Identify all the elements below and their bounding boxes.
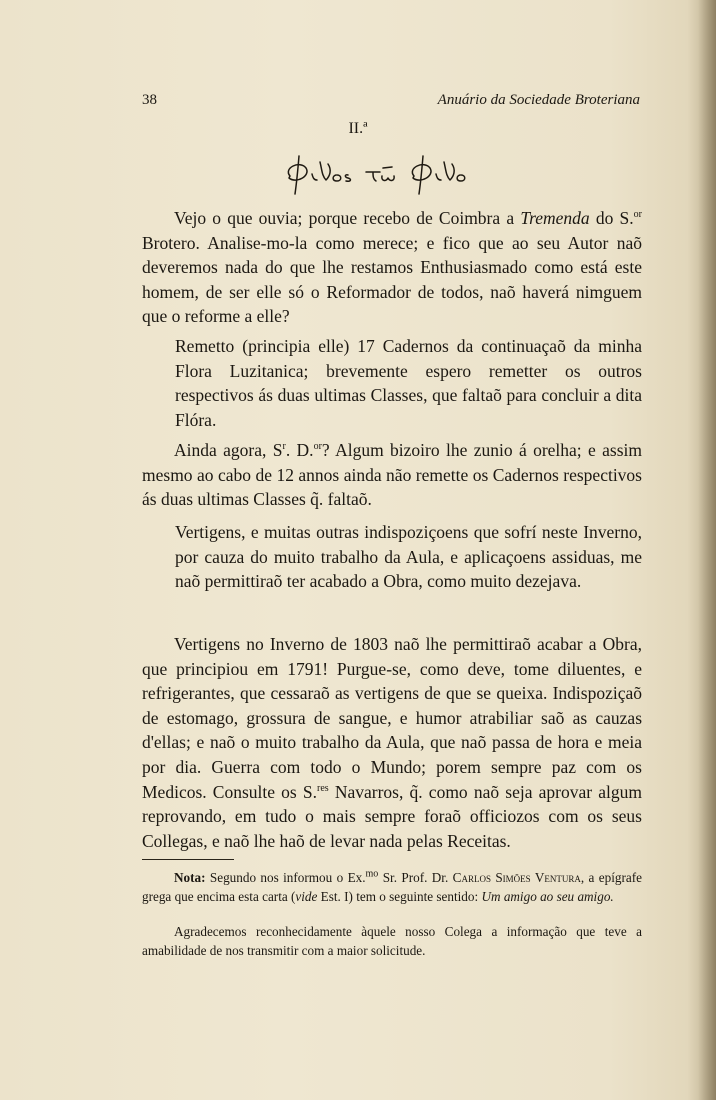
paragraph-2-text-b: . D.: [285, 440, 314, 460]
footnote-1-meaning: Um amigo ao seu amigo.: [481, 889, 614, 904]
running-title: Anuário da Sociedade Broteriana: [437, 92, 640, 108]
paragraph-1: [142, 206, 642, 329]
paragraph-2-superscript-1: r: [282, 441, 286, 453]
footnote-1-name: Carlos Simões Ventura: [452, 870, 581, 885]
paragraph-3-text-b: Navarros, q̃. como naõ seja aprovar algum reprovando, em tudo o mais sempre foraõ officiozos com os seus Collegas, e naõ lhe haõ de levar nada pelas Receitas.: [142, 781, 642, 851]
paragraph-2-text-c: ? Algum bizoiro lhe zunio á orelha; e assim mesmo ao cabo de 12 annos ainda não remette os Cadernos respectivos ás duas ultimas Classes q̃. faltaõ.: [142, 440, 642, 510]
paragraph-1-superscript: or: [633, 209, 643, 221]
paragraph-2-text-a: Ainda agora, S: [174, 440, 283, 460]
paragraph-1-text-a: Vejo o que ouvia; porque recebo de Coimbra a: [174, 208, 521, 228]
footnote-1-vide: vide: [295, 889, 318, 904]
handwritten-greek-epigraph: [278, 150, 478, 196]
paragraph-2: [142, 438, 642, 512]
footnote-1-superscript: mo: [365, 868, 379, 880]
page-number: 38: [142, 92, 157, 108]
quote-1: Remetto (principia elle) 17 Cadernos da continuaçaõ da minha Flora Luzitanica; brevemente espero remetter os outros respectivos ás duas ultimas Classes, que faltaõ para concluir a dita Flóra.: [175, 336, 642, 430]
footnote-label: Nota:: [174, 870, 206, 885]
footnote-1-text-c: , a epígrafe grega que encima esta carta (: [142, 870, 642, 904]
paragraph-2-superscript-2: or: [313, 441, 322, 453]
paragraph-1-text-b: do S.: [589, 208, 634, 228]
footnote-1: [142, 868, 642, 906]
epigraph-handwriting-image: [278, 150, 478, 196]
footnote-1-text-b: Sr. Prof. Dr.: [378, 870, 453, 885]
footnote-1-text-d: Est. I) tem o seguinte sentido:: [317, 889, 482, 904]
section-mark: II.ª: [348, 120, 368, 137]
footnote-1-text-a: Segundo nos informou o Ex.: [205, 870, 366, 885]
page-edge-shadow: [698, 0, 716, 1100]
footnote-2: Agradecemos reconhecidamente àquele nosso Colega a informação que teve a amabilidade de nos transmitir com a maior solicitude.: [142, 924, 642, 958]
paragraph-1-text-c: Brotero. Analise-mo-la como merece; e fico que ao seu Autor naõ deveremos nada do que lhe restamos Enthusiasmado como está este homem, de ser elle só o Reformador de todos, naõ haverá nimguem que o reforme a elle?: [142, 232, 642, 327]
paragraph-3: [142, 632, 642, 853]
quote-2: Vertigens, e muitas outras indispoziçoens que sofrí neste Inverno, por cauza do muito trabalho da Aula, e aplicaçoens assiduas, me naõ permittiraõ ter acabado a Obra, como muito dezejava.: [175, 522, 642, 592]
paragraph-1-title: Tremenda: [520, 208, 590, 228]
page-header: [142, 92, 640, 112]
paragraph-3-text-a: Vertigens no Inverno de 1803 naõ lhe permittiraõ acabar a Obra, que principiou em 1791! Purgue-se, como deve, tome diluentes, e refrigerantes, que cessaraõ as vertigens de que se queixa. Indispoziçaõ de estomago, grossura de sangue, e humor atrabiliar saõ as cauzas d'ellas; e naõ o muito trabalho da Aula, que naõ passa de hora e meia por dia. Guerra com todo o Mundo; porem sempre paz com os Medicos. Consulte os S.: [142, 634, 642, 802]
paragraph-3-superscript: res: [317, 782, 329, 794]
footnote-divider: [142, 859, 234, 860]
